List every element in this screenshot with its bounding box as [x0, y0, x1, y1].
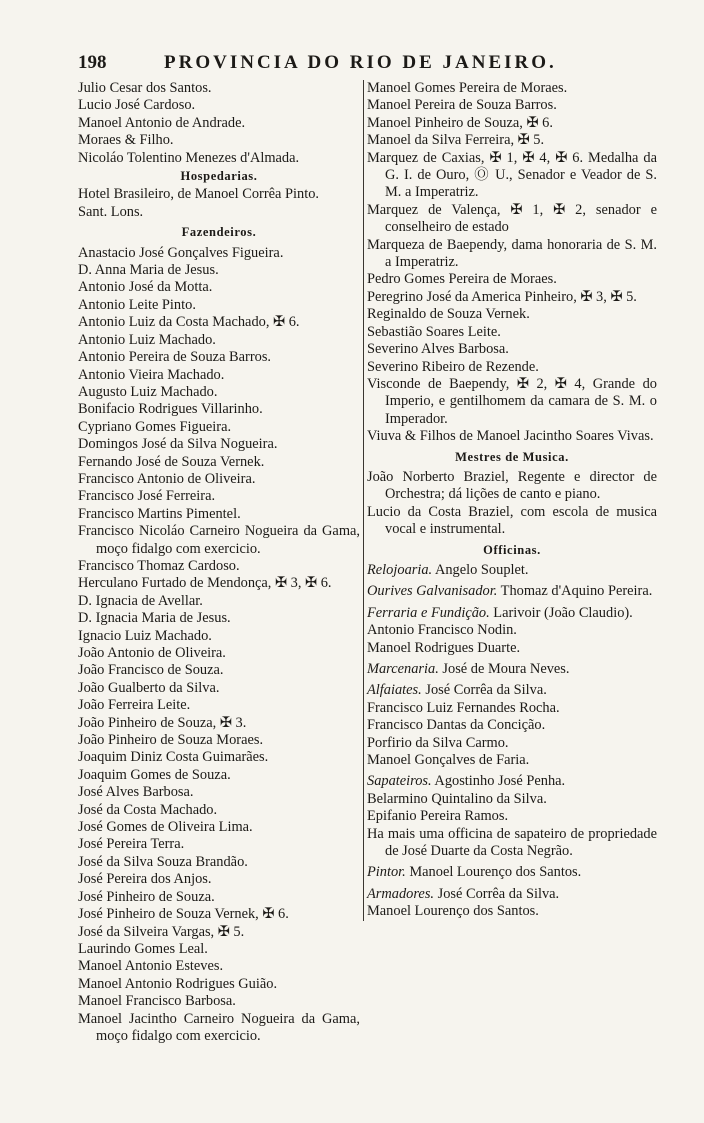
list-item: Antonio Luiz Machado. — [78, 331, 216, 348]
list-item: Visconde de Baependy, ✠ 2, ✠ 4, Grande do Imperio, e gentilhomem da camara de S. M. o Imperador. — [367, 375, 657, 427]
list-item: Marquez de Caxias, ✠ 1, ✠ 4, ✠ 6. Medalha da G. I. de Ouro, Ⓞ U., Senador e Veador de S. M. a Imperatriz. — [367, 149, 657, 201]
list-item: Sebastião Soares Leite. — [367, 323, 501, 340]
page-header — [78, 50, 656, 78]
list-item — [367, 583, 657, 600]
list-item: D. Ignacia de Avellar. — [78, 592, 203, 609]
list-item: Belarmino Quintalino da Silva. — [367, 790, 547, 807]
trade-group — [367, 773, 657, 860]
trade-label: Sapateiros. — [367, 773, 432, 790]
list-item: Manoel Gomes Pereira de Moraes. — [367, 80, 568, 96]
trade-label: Armadores. — [367, 885, 435, 902]
entry-text: Manoel Lourenço dos Santos. — [405, 864, 582, 881]
list-item: Pedro Gomes Pereira de Moraes. — [367, 271, 557, 288]
trade-group — [367, 562, 657, 579]
list-item: Domingos José da Silva Nogueira. — [78, 436, 278, 453]
list-item: Nicoláo Tolentino Menezes d'Almada. — [78, 149, 300, 166]
list-item: Antonio Luiz da Costa Machado, ✠ 6. — [78, 314, 300, 331]
list-item: Reginaldo de Souza Vernek. — [367, 306, 530, 323]
list-item: Lucio José Cardoso. — [78, 97, 196, 114]
list-item: José da Silveira Vargas, ✠ 5. — [78, 923, 245, 940]
entry-text: José Corrêa da Silva. — [434, 885, 560, 902]
entry-text: José de Moura Neves. — [438, 661, 570, 677]
list-item: Ignacio Luiz Machado. — [78, 627, 212, 644]
list-item: José Gomes de Oliveira Lima. — [78, 819, 253, 836]
entry-text: José Corrêa da Silva. — [421, 682, 547, 699]
list-item: João Ferreira Leite. — [78, 697, 191, 714]
list-item: José da Silva Souza Brandão. — [78, 853, 248, 870]
trade-group — [367, 583, 657, 600]
list-item: Manoel Antonio Rodrigues Guião. — [78, 975, 278, 992]
list-item: Herculano Furtado de Mendonça, ✠ 3, ✠ 6. — [78, 575, 332, 592]
list-item: Manoel Pinheiro de Souza, ✠ 6. — [367, 114, 553, 131]
list-item: Lucio da Costa Braziel, com escola de musica vocal e instrumental. — [367, 503, 657, 538]
section-heading-hospedarias: Hospedarias. — [180, 169, 258, 184]
hospedarias-list — [78, 186, 360, 221]
section-heading-fazendeiros: Fazendeiros. — [181, 225, 257, 240]
list-item: Antonio José da Motta. — [78, 279, 213, 296]
list-item: Cypriano Gomes Figueira. — [78, 418, 232, 435]
list-item: D. Ignacia Maria de Jesus. — [78, 610, 231, 627]
trade-label: Ferraria e Fundição. — [367, 604, 490, 621]
list-item: Manoel Antonio de Andrade. — [78, 114, 246, 131]
fazendeiros-continued-list — [367, 80, 657, 446]
list-item: José da Costa Machado. — [78, 801, 218, 818]
list-item: Augusto Luiz Machado. — [78, 383, 218, 400]
list-item: Francisco Martins Pimentel. — [78, 505, 241, 522]
list-item: José Pinheiro de Souza. — [78, 888, 215, 905]
trade-label: Pintor. — [367, 864, 406, 881]
list-item — [367, 661, 657, 678]
running-title: PROVINCIA DO RIO DE JANEIRO. — [164, 52, 557, 73]
list-item: Antonio Vieira Machado. — [78, 366, 225, 383]
list-item: Julio Cesar dos Santos. — [78, 80, 212, 96]
list-item: Joaquim Gomes de Souza. — [78, 766, 231, 783]
list-item: Antonio Pereira de Souza Barros. — [78, 349, 272, 366]
trade-group — [367, 605, 657, 657]
fazendeiros-list — [78, 245, 360, 1046]
list-item: José Alves Barbosa. — [78, 784, 194, 801]
list-item: Francisco Antonio de Oliveira. — [78, 470, 256, 487]
list-item: Manoel Rodrigues Duarte. — [367, 639, 521, 656]
list-item: Francisco Luiz Fernandes Rocha. — [367, 699, 560, 716]
left-column — [78, 80, 360, 1045]
list-item: João Norberto Braziel, Regente e director de Orchestra; dá lições de canto e piano. — [367, 468, 657, 503]
list-item: Marquez de Valença, ✠ 1, ✠ 2, senador e conselheiro de estado — [367, 201, 657, 236]
mestres-list — [367, 469, 657, 539]
list-item: Francisco Dantas da Concição. — [367, 717, 546, 734]
trade-group — [367, 661, 657, 678]
list-item: Marqueza de Baependy, dama honoraria de S. M. a Imperatriz. — [367, 236, 657, 271]
officinas-list — [367, 562, 657, 921]
trade-label: Relojoaria. — [367, 561, 433, 578]
list-item: D. Anna Maria de Jesus. — [78, 262, 219, 279]
trade-group — [367, 682, 657, 769]
list-item: Porfirio da Silva Carmo. — [367, 734, 509, 751]
list-item: João Pinheiro de Souza, ✠ 3. — [78, 714, 247, 731]
list-item: João Pinheiro de Souza Moraes. — [78, 732, 264, 749]
list-item: Francisco José Ferreira. — [78, 488, 216, 505]
entry-text: Thomaz d'Aquino Pereira. — [497, 583, 653, 600]
list-item: Severino Alves Barbosa. — [367, 341, 509, 358]
entry-text: Larivoir (João Claudio). — [489, 604, 633, 621]
list-item: João Gualberto da Silva. — [78, 679, 220, 696]
list-item — [367, 773, 657, 790]
section-heading-mestres-de-musica: Mestres de Musica. — [455, 449, 569, 464]
list-item: José Pereira Terra. — [78, 836, 185, 853]
trade-group — [367, 886, 657, 921]
list-item: Viuva & Filhos de Manoel Jacintho Soares Vivas. — [367, 428, 654, 445]
list-item: Manoel Pereira de Souza Barros. — [367, 97, 557, 114]
list-item: Sant. Lons. — [78, 203, 144, 220]
list-item — [367, 864, 657, 881]
trade-label: Marcenaria. — [367, 661, 439, 677]
list-item: Antonio Francisco Nodin. — [367, 622, 517, 639]
trade-group — [367, 864, 657, 881]
intro-list — [78, 80, 360, 167]
list-item: Manoel Lourenço dos Santos. — [367, 903, 539, 920]
list-item — [367, 605, 657, 622]
list-item: Francisco Nicoláo Carneiro Nogueira da Gama, moço fidalgo com exercicio. — [78, 523, 360, 557]
trade-label: Alfaiates. — [367, 682, 422, 699]
list-item: Severino Ribeiro de Rezende. — [367, 358, 539, 375]
list-item: Manoel Antonio Esteves. — [78, 958, 224, 975]
list-item: Laurindo Gomes Leal. — [78, 940, 208, 957]
list-item: Ha mais uma officina de sapateiro de propriedade de José Duarte da Costa Negrão. — [367, 825, 657, 860]
list-item: João Francisco de Souza. — [78, 662, 224, 679]
list-item: Manoel Jacintho Carneiro Nogueira da Gama, moço fidalgo com exercicio. — [78, 1010, 360, 1044]
section-heading-officinas: Officinas. — [483, 542, 541, 557]
page-number: 198 — [78, 52, 107, 73]
list-item: Manoel Francisco Barbosa. — [78, 993, 236, 1010]
list-item: Hotel Brasileiro, de Manoel Corrêa Pinto. — [78, 186, 319, 203]
list-item: João Antonio de Oliveira. — [78, 645, 226, 661]
list-item: Fernando José de Souza Vernek. — [78, 453, 265, 470]
list-item — [367, 562, 657, 579]
list-item — [367, 682, 657, 699]
list-item: Francisco Thomaz Cardoso. — [78, 557, 240, 574]
list-item: Moraes & Filho. — [78, 132, 174, 149]
list-item: Anastacio José Gonçalves Figueira. — [78, 244, 284, 261]
list-item: Bonifacio Rodrigues Villarinho. — [78, 401, 263, 418]
list-item: José Pinheiro de Souza Vernek, ✠ 6. — [78, 906, 289, 923]
list-item: Antonio Leite Pinto. — [78, 296, 196, 313]
list-item: Epifanio Pereira Ramos. — [367, 808, 509, 825]
right-column — [363, 80, 657, 921]
entry-text: Angelo Souplet. — [432, 561, 529, 578]
trade-label: Ourives Galvanisador. — [367, 583, 498, 600]
list-item — [367, 886, 657, 903]
list-item: Manoel Gonçalves de Faria. — [367, 752, 530, 769]
list-item: Manoel da Silva Ferreira, ✠ 5. — [367, 132, 545, 149]
list-item: Peregrino José da America Pinheiro, ✠ 3, ✠ 5. — [367, 288, 637, 305]
list-item: José Pereira dos Anjos. — [78, 871, 212, 888]
entry-text: Agostinho José Penha. — [431, 773, 566, 790]
list-item: Joaquim Diniz Costa Guimarães. — [78, 749, 269, 766]
